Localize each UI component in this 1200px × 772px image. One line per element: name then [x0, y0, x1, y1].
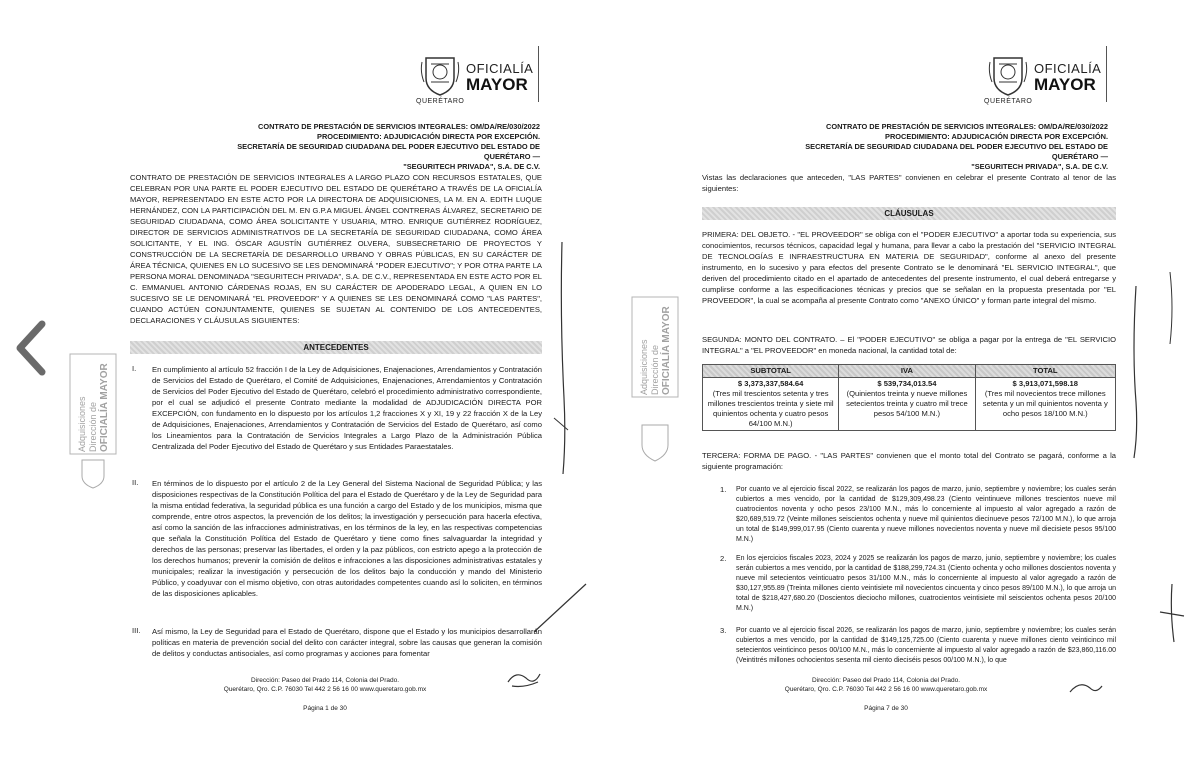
stamp-line: Dirección de [649, 344, 660, 395]
contract-header [200, 122, 540, 172]
document-page-7 [620, 0, 1200, 772]
handwritten-mark [530, 578, 590, 638]
amount-value: $ 3,373,337,584.64 [737, 379, 804, 388]
antecedente-item: Así mismo, la Ley de Seguridad para el Estado de Querétaro, dispone que el Estado y los municipios desarrollarán políticas en materia de prevención social del delito con carácter integral, sobre las causas que generan la comisión de delitos y conductas antisociales, así como programas y acciones para fomentar [152, 627, 542, 658]
oficialia-stamp [630, 295, 680, 475]
logo-line2: MAYOR [1034, 75, 1096, 94]
table-header: TOTAL [975, 365, 1115, 378]
oficialia-mayor-logo [416, 52, 534, 105]
logo-line2: MAYOR [466, 75, 528, 94]
amount-words: (Quinientos treinta y nueve millones setecientos treinta y cuatro mil trece pesos 54/100 M.N.) [846, 389, 968, 418]
payment-item: En los ejercicios fiscales 2023, 2024 y 2025 se realizarán los pagos de marzo, junio, septiembre y noviembre; los cuales serán cubiertos a mes vencido, por la cantidad de $188,299,724.31 (Ciento ochenta y ocho millones doscientos noventa y nueve mil setecientos veinticuatro pesos 31/100 M.N., más lo concerniente al impuesto al valor agregado a razón de $30,127,955.89 (Treinta millones ciento veintisiete mil novecientos cincuenta y cinco pesos 89/100 M.N.), lo que arroja un total de $218,427,680.20 (Doscientos dieciocho millones, cuatrocientos veintisiete mil seiscientos ochenta pesos 20/100 M.N.) [736, 555, 1116, 612]
logo-line1: OFICIALÍA [466, 61, 534, 76]
header-line: "SEGURITECH PRIVADA", S.A. DE C.V. [403, 162, 540, 171]
footer-line: Dirección: Paseo del Prado 114, Colonia del Prado. [250, 677, 400, 684]
amount-value: $ 3,913,071,598.18 [1012, 379, 1078, 388]
document-page-1 [60, 0, 590, 772]
contract-intro: CONTRATO DE PRESTACIÓN DE SERVICIOS INTEGRALES A LARGO PLAZO CON RECURSOS ESTATALES, QUE CELEBRAN POR UNA PARTE EL PODER EJECUTIVO DEL ESTADO DE QUERÉTARO A TRAVÉS DE LA OFICIALÍA MAYOR, REPRESENTADO EN ESTE ACTO POR LA DIRECTORA DE ADQUISICIONES, LA M. EN A. EDITH LUQUE HERNÁNDEZ, CON LA PARTICIPACIÓN DEL M. EN G.P.A MIGUEL ÁNGEL CONTRERAS ÁLVAREZ, SECRETARIO DE SEGURIDAD CIUDADANA, COMO ÁREA SOLICITANTE Y USUARIA, MTRO. ENRIQUE GUTIÉRREZ RODRÍGUEZ, DIRECTOR DE SERVICIOS ADMINISTRATIVOS DE LA SECRETARÍA DE SEGURIDAD CIUDADANA, COMO ÁREA SOLICITANTE, Y EL ING. ÓSCAR AGUSTÍN GUTIÉRREZ OLVERA, SUBSECRETARIO DE PROYECTOS Y CONSTRUCCIÓN DE LA SECRETARÍA DE DESARROLLO URBANO Y OBRAS PÚBLICAS, EN SU CARÁCTER DE ÁREA TÉCNICA, QUIENES EN LO SUCESIVO SE LES DENOMINARÁ "PODER EJECUTIVO"; Y POR OTRA PARTE LA PERSONA MORAL DENOMINADA "SEGURITECH PRIVADA", S.A. DE C.V., REPRESENTADA EN ESTE ACTO POR EL C. EMMANUEL ANTONIO CÁRDENAS ROJAS, EN SU CARÁCTER DE APODERADO LEGAL, A QUIEN EN LO SUCESIVO SE LE DENOMINARÁ "EL PROVEEDOR" Y A QUIENES SE LES DENOMINARÁ COMO "LAS PARTES", CUANDO ACTÚEN CONJUNTAMENTE, QUIENES SE SUJETAN AL CONTENIDO DE LOS ANTECEDENTES, DECLARACIONES Y CLÁUSULAS SIGUIENTES: [130, 173, 542, 325]
clause-segunda: SEGUNDA: MONTO DEL CONTRATO. – El "PODER EJECUTIVO" se obliga a pagar por la entrega de "EL SERVICIO INTEGRAL" a "EL PROVEEDOR" en moneda nacional, la cantidad total de: [702, 335, 1116, 355]
table-header: SUBTOTAL [703, 365, 839, 378]
logo-line1: OFICIALÍA [1034, 61, 1102, 76]
page-number: Página 7 de 30 [864, 705, 908, 712]
antecedente-item: En términos de lo dispuesto por el artículo 2 de la Ley General del Sistema Nacional de Seguridad Pública; y las disposiciones respectivas de la Constitución Política del para el Estado de Querétaro y de la Ley de Seguridad para la misma entidad federativa, la seguridad pública es una función a cargo del Estado y de los municipios, misma que comprende, entre otros aspectos, la prevención de los delitos; la investigación y persecución para hacerla efectiva, así como la sanción de las infracciones administrativas, en los términos de la ley, en las respectivas competencias que señala la Constitución Política del Estado de Querétaro y tiene como fines salvaguardar la integridad y derechos de las personas; preservar las libertades, el orden y la paz públicos, con estricto apego a la protección de los derechos humanos; prevenir la comisión de delitos e infracciones a las disposiciones administrativas estatales y municipales; realizar la investigación y persecución de los delitos bajo la conducción y mando del Ministerio Público, y coadyuvar con el mismo objetivo, con otras autoridades competentes cuando así lo soliciten, en términos de las disposiciones aplicables. [152, 479, 542, 598]
stamp-line: Dirección de [87, 401, 98, 452]
oficialia-stamp [68, 352, 118, 492]
handwritten-mark [548, 238, 578, 478]
section-band-antecedentes: ANTECEDENTES [130, 341, 542, 354]
stamp-line: Adquisiciones [638, 339, 649, 395]
table-header: IVA [839, 365, 975, 378]
logo-place: QUERÉTARO [984, 98, 1033, 105]
antecedente-item: En cumplimiento al artículo 52 fracción I de la Ley de Adquisiciones, Enajenaciones, Arrendamientos y Contratación de Servicios del Estado de Querétaro, el Comité de Adquisiciones, Enajenaciones, Arrendamientos y Contratación de Servicios del Poder Ejecutivo del Estado de Querétaro, celebró el procedimiento administrativo correspondiente, por el cual se adjudicó el presente Contrato mediante la modalidad de ADJUDICACIÓN DIRECTA POR EXCEPCIÓN, con fundamento en lo dispuesto por los artículos 1,2 fracciones X y XI, 19 y 22 fracción X de la Ley de Adquisiciones, Enajenaciones, Arrendamientos y Contratación de Servicios del Estado de Querétaro, así como los Lineamientos para la Contratación de Servicios Integrales a Largo Plazo de la Administración Pública Centralizada del Poder Ejecutivo del Estado de Querétaro y sus Entidades Paraestatales. [152, 365, 542, 451]
amount-cell [975, 378, 1115, 431]
clause-primera: PRIMERA: DEL OBJETO. - "EL PROVEEDOR" se obliga con el "PODER EJECUTIVO" a aportar toda su experiencia, sus conocimientos, recursos técnicos, capacidad legal y humana, para llevar a cabo la prestación del "SERVICIO INTEGRAL DE TECNOLOGÍAS E INFRAESTRUCTURA EN MATERIA DE SEGURIDAD", conforme al anexo del presente instrumento, en lo sucesivo y para efectos del presente Contrato se le denominará "EL SERVICIO INTEGRAL", que deriven del procedimiento citado en el apartado de antecedentes del presente instrumento, el cual deberá entregarse y cumplirse conforme a las especificaciones técnicas y precios que se señalan en la propuesta presentada por "EL PROVEEDOR", la cual se acompaña al presente Contrato como "ANEXO ÚNICO" y forman parte integral del mismo. [702, 230, 1116, 305]
page-footer [60, 676, 590, 694]
payment-item: Por cuanto ve al ejercicio fiscal 2026, se realizarán los pagos de marzo, junio, septiembre y noviembre; los cuales serán cubiertos a mes vencido, por la cantidad de $149,125,725.00 (Ciento cuarenta y nueve millones ciento veinticinco mil setecientos veinticinco pesos 00/100 M.N., más lo concerniente al impuesto al valor agregado a razón de $23,860,116.00 (Veintitrés millones ochocientos sesenta mil ciento dieciséis pesos 00/100 M.N.), lo que [736, 627, 1116, 664]
header-line: PROCEDIMIENTO: ADJUDICACIÓN DIRECTA POR EXCEPCIÓN. [885, 132, 1108, 141]
amount-cell [703, 378, 839, 431]
item-number: 1. [720, 485, 727, 494]
amount-value: $ 539,734,013.54 [877, 379, 937, 388]
logo-place: QUERÉTARO [416, 98, 465, 105]
header-line: CONTRATO DE PRESTACIÓN DE SERVICIOS INTEGRALES: OM/DA/RE/030/2022 [826, 122, 1108, 131]
header-line: SECRETARÍA DE SEGURIDAD CIUDADANA DEL PODER EJECUTIVO DEL ESTADO DE QUERÉTARO — [805, 142, 1108, 161]
amount-cell [839, 378, 975, 431]
amount-words: (Tres mil novecientos trece millones setenta y un mil quinientos noventa y ocho pesos 18/100 M.N.) [982, 389, 1108, 418]
header-line: CONTRATO DE PRESTACIÓN DE SERVICIOS INTEGRALES: OM/DA/RE/030/2022 [258, 122, 540, 131]
page-footer [620, 676, 1176, 694]
header-divider [1106, 46, 1107, 102]
stamp-line: OFICIALÍA MAYOR [98, 363, 110, 452]
clausulas-intro: Vistas las declaraciones que anteceden, "LAS PARTES" convienen en celebrar el presente Contrato al tenor de las siguientes: [702, 173, 1116, 193]
item-number: II. [132, 478, 139, 487]
page-number: Página 1 de 30 [303, 705, 347, 712]
footer-line: Dirección: Paseo del Prado 114, Colonia del Prado. [811, 677, 961, 684]
item-number: 2. [720, 554, 727, 563]
item-number: III. [132, 626, 141, 635]
handwritten-mark [1156, 268, 1186, 348]
contract-amount-table [702, 364, 1116, 431]
queretaro-seal-icon [984, 52, 1033, 105]
handwritten-mark [1152, 582, 1192, 646]
stamp-line: OFICIALÍA MAYOR [660, 306, 672, 395]
clause-tercera: TERCERA: FORMA DE PAGO. - "LAS PARTES" convienen que el monto total del Contrato se pagará, conforme a la siguiente programación: [702, 451, 1116, 471]
payment-item: Por cuanto ve al ejercicio fiscal 2022, se realizarán los pagos de marzo, junio, septiembre y noviembre; los cuales serán cubiertos a mes vencido, por la cantidad de $129,309,498.23 (Ciento veintinueve millones trescientos nueve mil cuatrocientos noventa y ocho pesos 23/100 M.N., más lo concerniente al impuesto al valor agregado a razón de $20,689,519.72 (Veinte millones seiscientos ochenta y nueve mil quinientos diecinueve pesos 72/100 M.N.), lo que arroja un total de $149,999,017.95 (Ciento cuarenta y nueve millones novecientos noventa y nueve mil diecisiete pesos 95/100 M.N.) [736, 486, 1116, 543]
queretaro-seal-icon [416, 52, 465, 105]
item-number: I. [132, 364, 137, 373]
handwritten-mark [1120, 282, 1150, 462]
footer-line: Querétaro, Qro. C.P. 76030 Tel 442 2 56 16 00 www.queretaro.gob.mx [223, 686, 427, 693]
oficialia-mayor-logo [984, 52, 1102, 105]
amount-words: (Tres mil trescientos setenta y tres millones trescientos treinta y siete mil quinientos ochenta y cuatro pesos 64/100 M.N.) [707, 389, 834, 428]
header-divider [538, 46, 539, 102]
section-band-clausulas: CLÁUSULAS [702, 207, 1116, 220]
footer-line: Querétaro, Qro. C.P. 76030 Tel 442 2 56 16 00 www.queretaro.gob.mx [784, 686, 988, 693]
header-line: SECRETARÍA DE SEGURIDAD CIUDADANA DEL PODER EJECUTIVO DEL ESTADO DE QUERÉTARO — [237, 142, 540, 161]
header-line: "SEGURITECH PRIVADA", S.A. DE C.V. [971, 162, 1108, 171]
header-line: PROCEDIMIENTO: ADJUDICACIÓN DIRECTA POR EXCEPCIÓN. [317, 132, 540, 141]
previous-page-arrow-icon[interactable] [12, 318, 52, 378]
stamp-line: Adquisiciones [76, 396, 87, 452]
contract-header [768, 122, 1108, 172]
item-number: 3. [720, 626, 727, 635]
